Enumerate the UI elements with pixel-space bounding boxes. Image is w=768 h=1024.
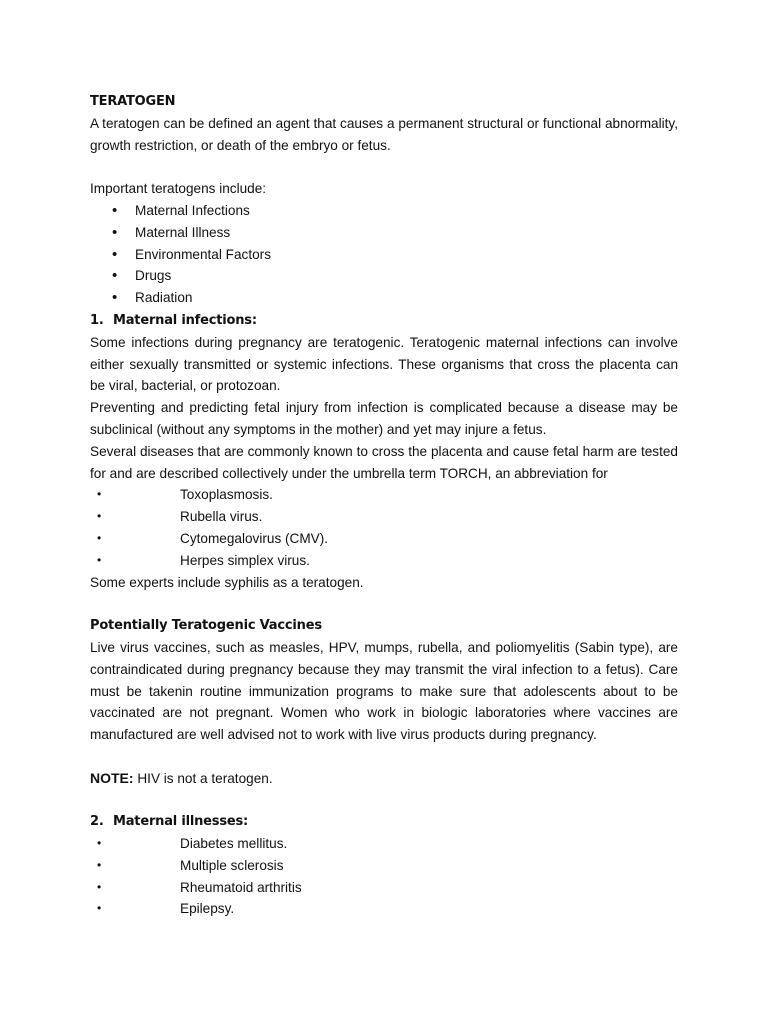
maternal-illnesses-list [90,833,678,920]
section1-heading [90,310,678,332]
list-item: • Environmental Factors [90,244,678,266]
vaccines-heading: Potentially Teratogenic Vaccines [90,618,322,634]
section1-para3: Several diseases that are commonly known to cross the placenta and cause fetal harm are tested for and are described collectively under the umbrella term TORCH, an abbreviation for [90,443,678,481]
list-item: • Rheumatoid arthritis [90,877,678,899]
section1-para1: Some infections during pregnancy are teratogenic. Teratogenic maternal infections can involve either sexually transmitted or systemic infections. These organisms that cross the placenta can be viral, bacterial, or protozoan. [90,334,678,394]
section1-para4: Some experts include syphilis as a teratogen. [90,574,364,590]
section2-heading-text: Maternal illnesses: [113,814,249,830]
important-intro: Important teratogens include: [90,181,267,197]
note-text: HIV is not a teratogen. [137,770,273,786]
list-item: • Epilepsy. [90,898,678,920]
note-label: NOTE: [90,769,134,786]
section1-para2: Preventing and predicting fetal injury from infection is complicated because a disease may be subclinical (without any symptoms in the mother) and yet may injure a fetus. [90,400,678,437]
section2-heading [90,811,678,833]
document-body [90,91,678,920]
list-item: • Toxoplasmosis. [90,484,678,506]
list-item: • Maternal Infections [90,200,678,222]
list-item: • Multiple sclerosis [90,855,678,877]
section1-number: 1. [90,312,104,328]
list-item: • Herpes simplex virus. [90,550,678,572]
important-teratogens-list [90,200,678,309]
list-item: • Rubella virus. [90,506,678,528]
page-title: TERATOGEN [90,94,176,109]
list-item: • Radiation [90,287,678,309]
spacer [90,593,678,615]
spacer [90,156,678,178]
torch-list [90,484,678,571]
list-item: • Cytomegalovirus (CMV). [90,528,678,550]
definition-paragraph: A teratogen can be defined an agent that causes a permanent structural or functional abnormality, growth restriction, or death of the embryo or fetus. [90,115,678,153]
vaccines-paragraph: Live virus vaccines, such as measles, HPV, mumps, rubella, and poliomyelitis (Sabin type), are contraindicated during pregnancy because they may transmit the viral infection to a fetus). Care must be takenin routine immunization programs to make sure that adolescents about to be vaccinated are not pregnant. Women who work in biologic laboratories where vaccines are manufactured are well advised not to work with live virus products during pregnancy. [90,639,678,743]
note-line [90,768,678,790]
section2-number: 2. [90,814,104,830]
section1-heading-text: Maternal infections: [113,312,257,328]
spacer [90,746,678,768]
list-item: • Drugs [90,265,678,287]
spacer [90,790,678,812]
list-item: • Maternal Illness [90,222,678,244]
list-item: • Diabetes mellitus. [90,833,678,855]
